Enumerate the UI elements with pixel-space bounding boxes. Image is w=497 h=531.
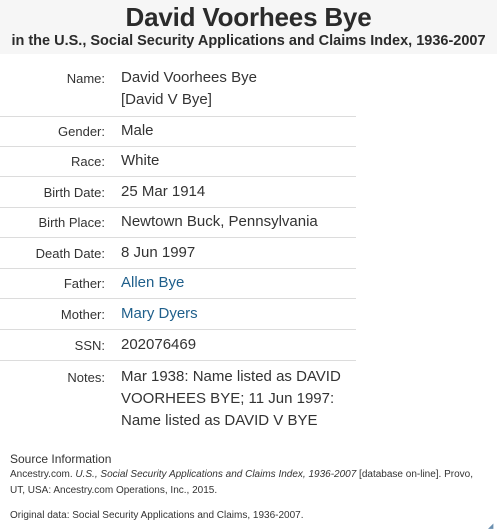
field-label: SSN: xyxy=(74,338,105,353)
source-citation xyxy=(10,467,490,499)
field-label: Father: xyxy=(63,276,105,291)
field-label: Mother: xyxy=(60,307,105,322)
page-title: David Voorhees Bye xyxy=(125,2,372,32)
field-label: Birth Date: xyxy=(43,185,105,200)
notes-line: Mar 1938: Name listed as DAVID xyxy=(121,368,341,385)
ssn-value: 202076469 xyxy=(121,336,197,353)
field-label: Death Date: xyxy=(35,246,105,261)
notes-line: Name listed as DAVID V BYE xyxy=(121,412,318,429)
mother-link[interactable]: Mary Dyers xyxy=(121,305,198,322)
field-label: Gender: xyxy=(58,124,105,139)
field-label: Name: xyxy=(66,71,105,86)
row-divider xyxy=(0,116,356,117)
row-divider xyxy=(0,207,356,208)
collection-subtitle: in the U.S., Social Security Applications and Claims Index, 1936-2007 xyxy=(11,33,486,49)
name-alias-value: [David V Bye] xyxy=(121,91,212,108)
row-divider xyxy=(0,298,356,299)
death-date-value: 8 Jun 1997 xyxy=(121,244,196,261)
header xyxy=(0,0,497,54)
citation-prefix: Ancestry.com. xyxy=(10,469,76,480)
row-divider xyxy=(0,146,356,147)
gender-value: Male xyxy=(121,122,154,139)
field-label: Birth Place: xyxy=(38,215,105,230)
citation-suffix: [database on-line]. Provo, UT, USA: Ancestry.com Operations, Inc., 2015. xyxy=(10,469,474,496)
notes-line: VOORHEES BYE; 11 Jun 1997: xyxy=(121,390,335,407)
field-label: Race: xyxy=(71,154,105,169)
citation-title: U.S., Social Security Applications and Claims Index, 1936-2007 xyxy=(75,469,357,480)
row-divider xyxy=(0,268,356,269)
row-divider xyxy=(0,237,356,238)
row-divider xyxy=(0,176,356,177)
name-value: David Voorhees Bye xyxy=(121,69,257,86)
race-value: White xyxy=(121,152,160,169)
row-divider xyxy=(0,360,356,361)
row-divider xyxy=(0,329,356,330)
original-data-note: Original data: Social Security Applications and Claims, 1936-2007. xyxy=(10,510,304,521)
field-label: Notes: xyxy=(67,370,105,385)
corner-mark-icon: ◢ xyxy=(488,523,494,530)
source-heading: Source Information xyxy=(10,452,112,466)
birth-place-value: Newtown Buck, Pennsylvania xyxy=(121,213,318,230)
birth-date-value: 25 Mar 1914 xyxy=(121,183,206,200)
father-link[interactable]: Allen Bye xyxy=(121,274,185,291)
